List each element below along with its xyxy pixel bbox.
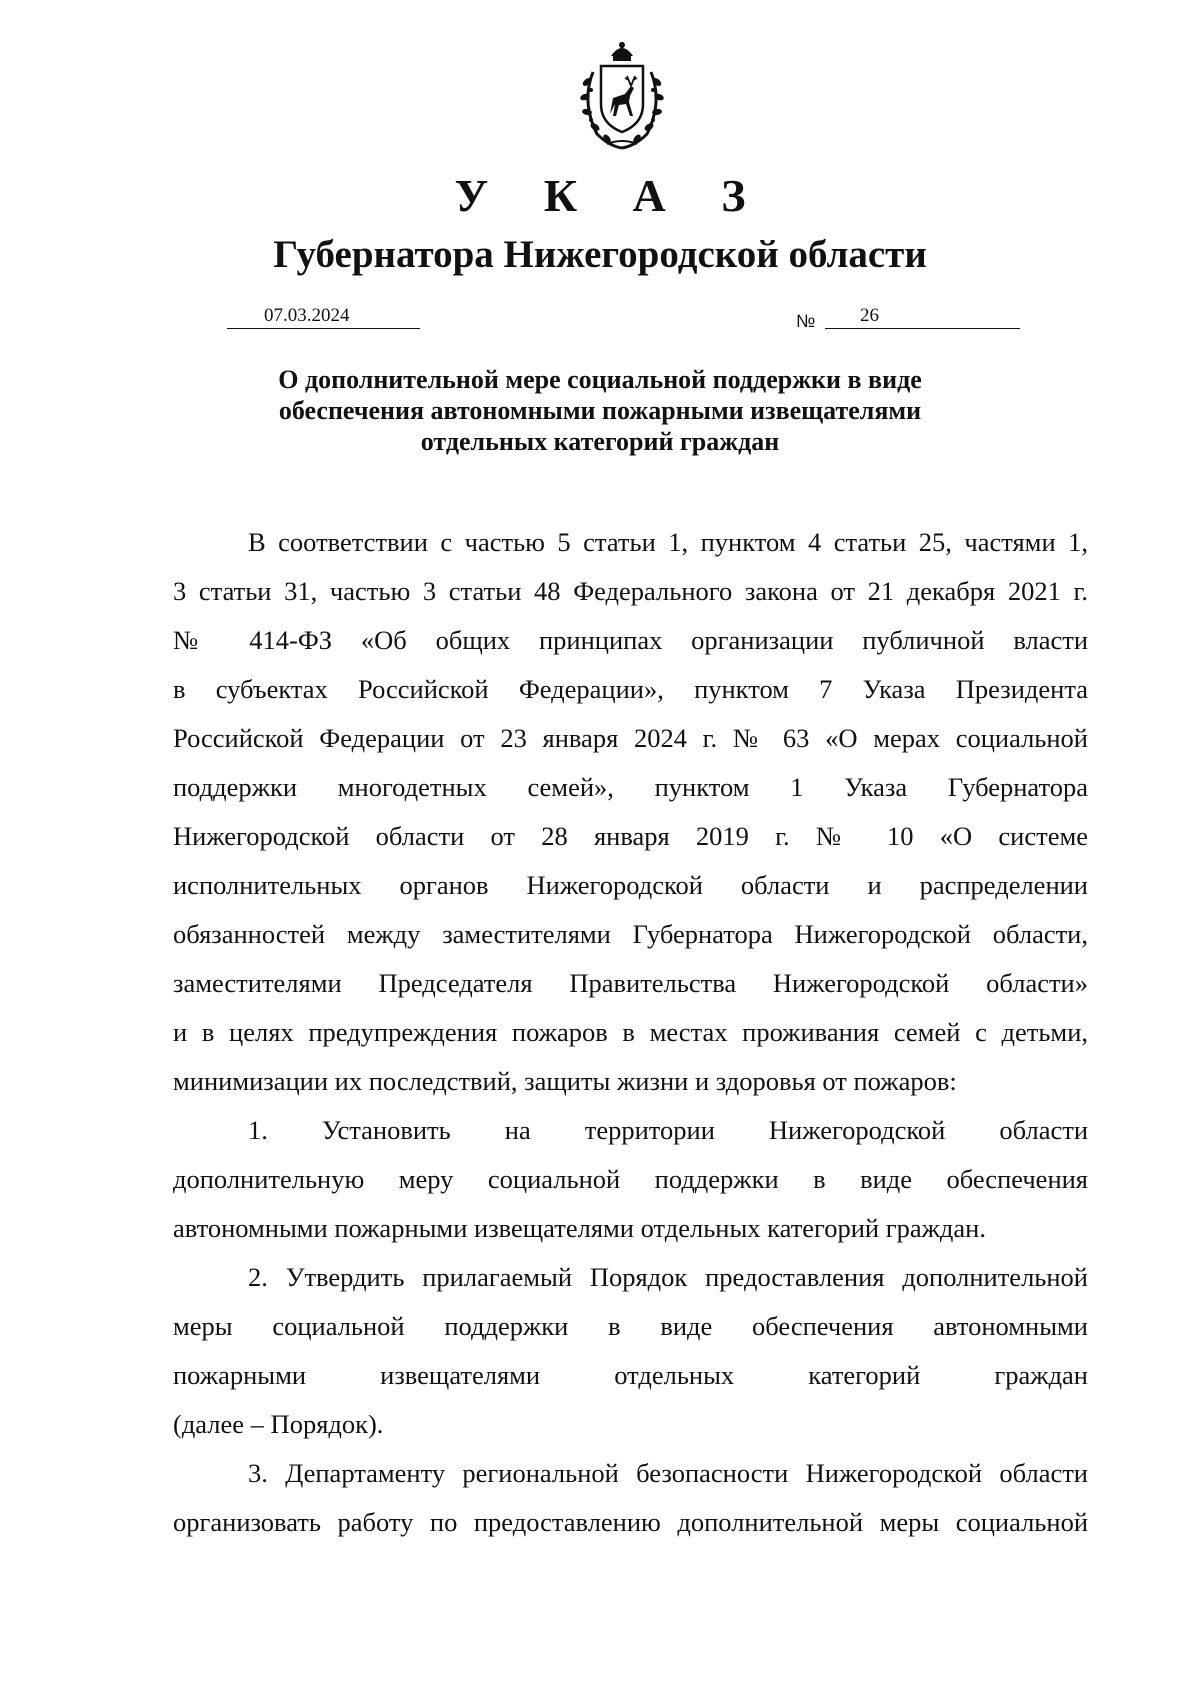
preamble-line: в субъектах Российской Федерации», пунктом 7 Указа Президента <box>173 674 1088 704</box>
item-1-line: 1. Установить на территории Нижегородской области <box>248 1115 1088 1145</box>
item-3-line: 3. Департаменту региональной безопасности Нижегородской области <box>248 1458 1088 1488</box>
preamble-line: минимизации их последствий, защиты жизни и здоровья от пожаров: <box>173 1066 957 1096</box>
preamble-line: заместителями Председателя Правительства Нижегородской области» <box>173 968 1088 998</box>
item-2-line: пожарными извещателями отдельных категорий граждан <box>173 1360 1088 1390</box>
subject-line: отдельных категорий граждан <box>420 427 780 456</box>
item-2-line: меры социальной поддержки в виде обеспечения автономными <box>173 1311 1088 1341</box>
subject-line: обеспечения автономными пожарными извещателями <box>278 396 922 425</box>
preamble-line: 3 статьи 31, частью 3 статьи 48 Федерального закона от 21 декабря 2021 г. <box>173 576 1088 606</box>
preamble-line: и в целях предупреждения пожаров в местах проживания семей с детьми, <box>173 1017 1088 1047</box>
preamble-line: исполнительных органов Нижегородской области и распределении <box>173 870 1088 900</box>
item-2-line: (далее – Порядок). <box>173 1409 384 1439</box>
preamble-line: В соответствии с частью 5 статьи 1, пунктом 4 статьи 25, частями 1, <box>248 527 1088 557</box>
preamble-line: поддержки многодетных семей», пунктом 1 Указа Губернатора <box>173 772 1088 802</box>
preamble-line: обязанностей между заместителями Губернатора Нижегородской области, <box>173 919 1088 949</box>
item-3-line: организовать работу по предоставлению дополнительной меры социальной <box>173 1507 1088 1537</box>
decree-subject <box>0 364 1200 457</box>
item-1-line: автономными пожарными извещателями отдельных категорий граждан. <box>173 1213 986 1243</box>
preamble-line: № 414-ФЗ «Об общих принципах организации публичной власти <box>173 625 1088 655</box>
subject-line: О дополнительной мере социальной поддержки в виде <box>278 365 922 394</box>
issuer-title: Губернатора Нижегородской области <box>273 233 927 276</box>
preamble-line: Нижегородской области от 28 января 2019 г. № 10 «О системе <box>173 821 1088 851</box>
decree-date: 07.03.2024 <box>227 305 420 329</box>
decree-body <box>173 518 1088 1547</box>
item-1-line: дополнительную меру социальной поддержки в виде обеспечения <box>173 1164 1088 1194</box>
decree-number-label: № <box>796 311 816 331</box>
coat-of-arms-emblem <box>577 42 667 152</box>
decree-number: 26 <box>825 305 1020 329</box>
item-2-line: 2. Утвердить прилагаемый Порядок предоставления дополнительной <box>248 1262 1088 1292</box>
document-type-title: У К А З <box>454 170 768 221</box>
preamble-line: Российской Федерации от 23 января 2024 г. № 63 «О мерах социальной <box>173 723 1088 753</box>
